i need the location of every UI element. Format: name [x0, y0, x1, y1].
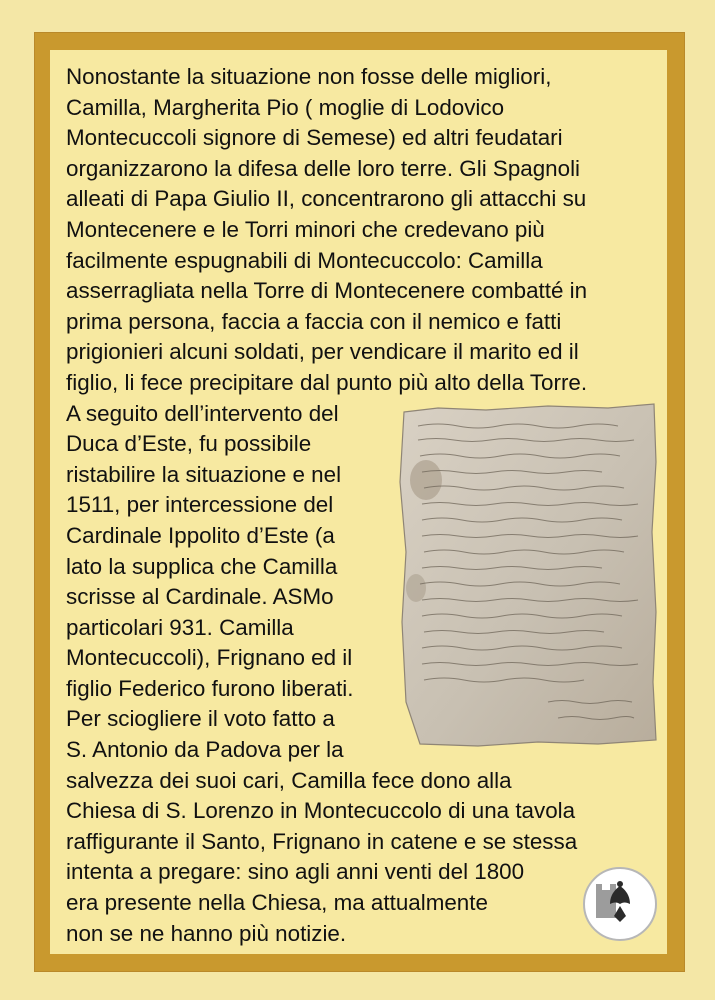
text-line: ristabilire la situazione e nel: [66, 461, 342, 487]
text-line: salvezza dei suoi cari, Camilla fece dono alla: [66, 767, 512, 793]
text-line: figlio Federico furono liberati.: [66, 675, 354, 701]
text-line: Camilla, Margherita Pio ( moglie di Lodovico: [66, 94, 505, 120]
paragraph-top: [66, 62, 666, 399]
text-line: raffigurante il Santo, Frignano in catene e se stessa: [66, 828, 578, 854]
text-line: non se ne hanno più notizie.: [66, 920, 347, 946]
text-line: prigionieri alcuni soldati, per vendicare il marito ed il: [66, 339, 579, 365]
text-line: Nonostante la situazione non fosse delle migliori,: [66, 64, 552, 89]
eagle-tower-crest-icon: [582, 866, 658, 942]
text-line: Montecenere e le Torri minori che credevano più: [66, 216, 545, 242]
text-line: A seguito dell’intervento del: [66, 400, 339, 426]
paper-stain: [410, 460, 442, 500]
text-line: 1511, per intercessione del: [66, 492, 334, 518]
paragraph-bottom: [66, 766, 666, 950]
text-line: Montecuccoli), Frignano ed il: [66, 645, 353, 671]
text-line: Chiesa di S. Lorenzo in Montecuccolo di una tavola: [66, 798, 576, 824]
text-line: organizzarono la difesa delle loro terre. Gli Spagnoli: [66, 155, 581, 181]
text-line: Per sciogliere il voto fatto a: [66, 706, 335, 732]
text-line: scrisse al Cardinale. ASMo: [66, 584, 334, 610]
text-line: Montecuccoli signore di Semese) ed altri feudatari: [66, 125, 563, 151]
text-line: Duca d’Este, fu possibile: [66, 431, 312, 457]
manuscript-photo: [398, 402, 660, 748]
text-line: asserragliata nella Torre di Montecenere combatté in: [66, 278, 588, 304]
text-line: particolari 931. Camilla: [66, 614, 294, 640]
text-line: intenta a pregare: sino agli anni venti del 1800: [66, 859, 525, 885]
text-line: S. Antonio da Padova per la: [66, 737, 344, 763]
text-line: facilmente espugnabili di Montecuccolo: Camilla: [66, 247, 543, 273]
text-line: alleati di Papa Giulio II, concentrarono gli attacchi su: [66, 186, 587, 212]
text-line: prima persona, faccia a faccia con il nemico e fatti: [66, 308, 562, 334]
text-line: lato la supplica che Camilla: [66, 553, 338, 579]
text-line: era presente nella Chiesa, ma attualmente: [66, 890, 488, 916]
text-line: figlio, li fece precipitare dal punto più alto della Torre.: [66, 369, 588, 395]
text-line: Cardinale Ippolito d’Este (a: [66, 522, 335, 548]
paper-stain: [406, 574, 426, 602]
